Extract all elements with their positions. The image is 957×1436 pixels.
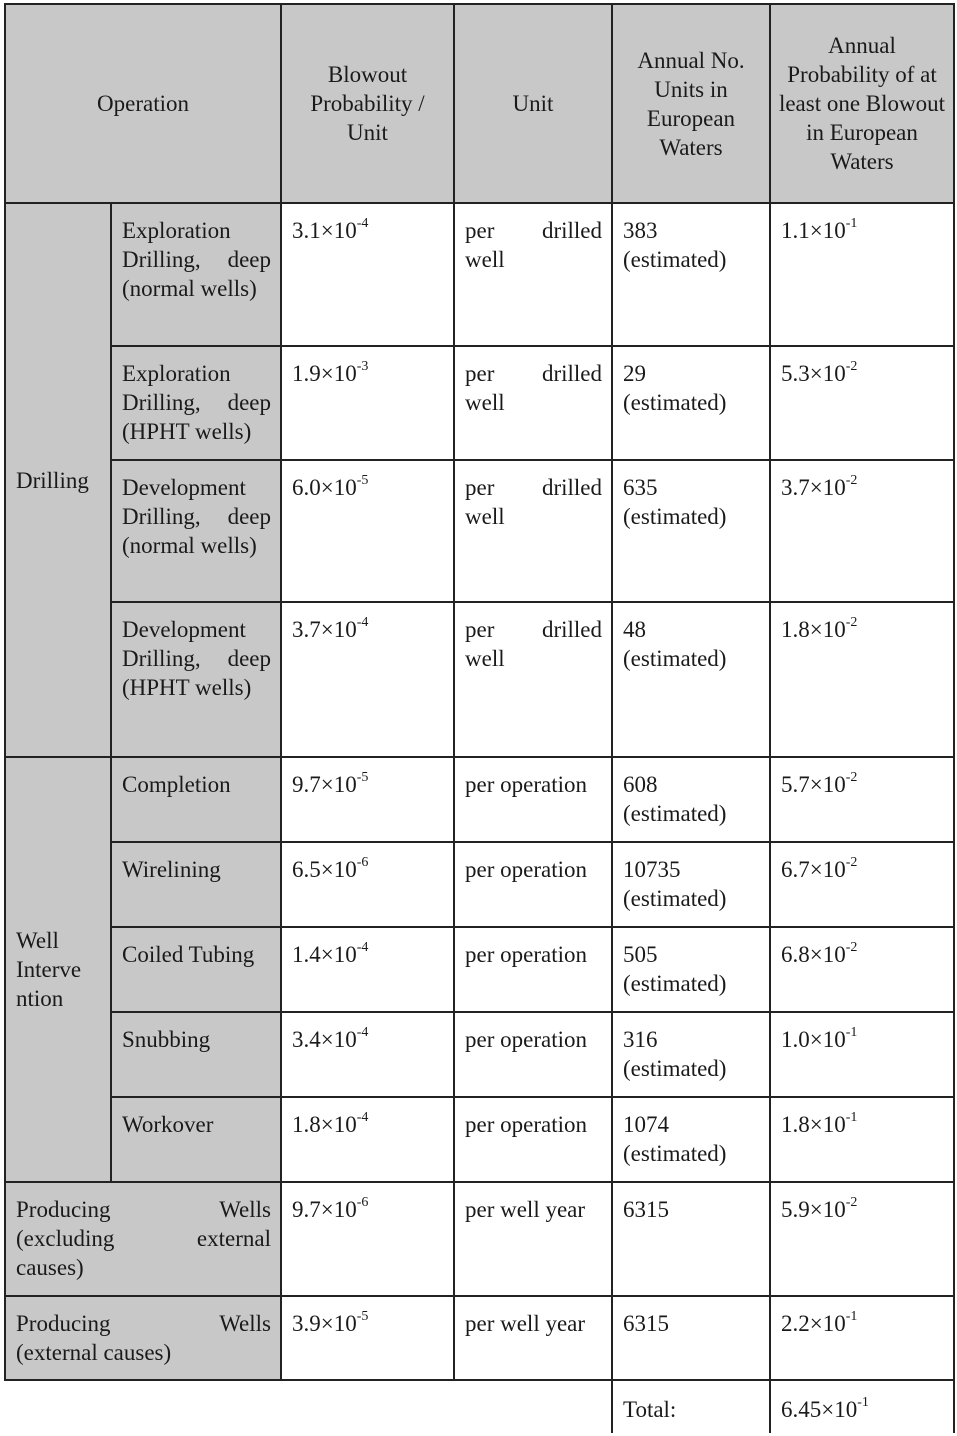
unit-cell: per drilled well bbox=[454, 602, 612, 757]
total-row bbox=[5, 1380, 954, 1433]
operation-cell: Coiled Tubing bbox=[111, 927, 281, 1012]
blowout-probability-table bbox=[4, 3, 955, 1433]
unit-cell: per operation bbox=[454, 842, 612, 927]
table-row bbox=[5, 842, 954, 927]
annual-probability-cell: $5.9\times 10^{-2}$ bbox=[770, 1182, 954, 1296]
annual-probability-cell: $6.8\times 10^{-2}$ bbox=[770, 927, 954, 1012]
unit-cell: per drilled well bbox=[454, 460, 612, 602]
probability-cell: $9.7\times 10^{-6}$ bbox=[281, 1182, 454, 1296]
total-spacer bbox=[5, 1380, 612, 1433]
unit-cell: per well year bbox=[454, 1296, 612, 1380]
operation-cell: Producing Wells (external causes) bbox=[5, 1296, 281, 1380]
table-row bbox=[5, 203, 954, 346]
count-cell: 383 (estimated) bbox=[612, 203, 770, 346]
operation-cell: Workover bbox=[111, 1097, 281, 1182]
annual-probability-cell: $5.7\times 10^{-2}$ bbox=[770, 757, 954, 842]
header-annual-units: Annual No. Units in European Waters bbox=[612, 4, 770, 203]
table-row bbox=[5, 927, 954, 1012]
probability-cell: $9.7\times 10^{-5}$ bbox=[281, 757, 454, 842]
table-row bbox=[5, 1296, 954, 1380]
group-well-intervention: Well Interve ntion bbox=[5, 757, 111, 1182]
operation-cell: Exploration Drilling, deep (HPHT wells) bbox=[111, 346, 281, 460]
probability-cell: $3.4\times 10^{-4}$ bbox=[281, 1012, 454, 1097]
header-annual-probability: Annual Probability of at least one Blowout in European Waters bbox=[770, 4, 954, 203]
count-cell: 505 (estimated) bbox=[612, 927, 770, 1012]
annual-probability-cell: $2.2\times 10^{-1}$ bbox=[770, 1296, 954, 1380]
unit-cell: per operation bbox=[454, 757, 612, 842]
count-cell: 29 (estimated) bbox=[612, 346, 770, 460]
unit-cell: per operation bbox=[454, 1012, 612, 1097]
count-cell: 6315 bbox=[612, 1296, 770, 1380]
unit-cell: per drilled well bbox=[454, 346, 612, 460]
total-value-cell: $6.45\times 10^{-1}$ bbox=[770, 1380, 954, 1433]
annual-probability-cell: $1.1\times 10^{-1}$ bbox=[770, 203, 954, 346]
count-cell: 316 (estimated) bbox=[612, 1012, 770, 1097]
count-cell: 6315 bbox=[612, 1182, 770, 1296]
count-cell: 635 (estimated) bbox=[612, 460, 770, 602]
count-cell: 608 (estimated) bbox=[612, 757, 770, 842]
table-row bbox=[5, 1097, 954, 1182]
group-drilling: Drilling bbox=[5, 203, 111, 757]
header-unit: Unit bbox=[454, 4, 612, 203]
annual-probability-cell: $6.7\times 10^{-2}$ bbox=[770, 842, 954, 927]
annual-probability-cell: $1.8\times 10^{-2}$ bbox=[770, 602, 954, 757]
operation-cell: Development Drilling, deep (HPHT wells) bbox=[111, 602, 281, 757]
table-row bbox=[5, 1182, 954, 1296]
probability-cell: $1.8\times 10^{-4}$ bbox=[281, 1097, 454, 1182]
header-operation: Operation bbox=[5, 4, 281, 203]
header-blowout-probability: Blowout Probability / Unit bbox=[281, 4, 454, 203]
probability-cell: $3.9\times 10^{-5}$ bbox=[281, 1296, 454, 1380]
operation-cell: Wirelining bbox=[111, 842, 281, 927]
operation-cell: Exploration Drilling, deep (normal wells) bbox=[111, 203, 281, 346]
table-row bbox=[5, 460, 954, 602]
annual-probability-cell: $1.0\times 10^{-1}$ bbox=[770, 1012, 954, 1097]
table-row bbox=[5, 602, 954, 757]
unit-cell: per drilled well bbox=[454, 203, 612, 346]
probability-cell: $3.1\times 10^{-4}$ bbox=[281, 203, 454, 346]
probability-cell: $6.0\times 10^{-5}$ bbox=[281, 460, 454, 602]
annual-probability-cell: $5.3\times 10^{-2}$ bbox=[770, 346, 954, 460]
unit-cell: per well year bbox=[454, 1182, 612, 1296]
probability-cell: $1.9\times 10^{-3}$ bbox=[281, 346, 454, 460]
unit-cell: per operation bbox=[454, 927, 612, 1012]
annual-probability-cell: $1.8\times 10^{-1}$ bbox=[770, 1097, 954, 1182]
header-row bbox=[5, 4, 954, 203]
table-row bbox=[5, 346, 954, 460]
count-cell: 10735 (estimated) bbox=[612, 842, 770, 927]
probability-cell: $6.5\times 10^{-6}$ bbox=[281, 842, 454, 927]
operation-cell: Development Drilling, deep (normal wells) bbox=[111, 460, 281, 602]
operation-cell: Completion bbox=[111, 757, 281, 842]
probability-cell: $3.7\times 10^{-4}$ bbox=[281, 602, 454, 757]
unit-cell: per operation bbox=[454, 1097, 612, 1182]
total-label-cell: Total: bbox=[612, 1380, 770, 1433]
table-row bbox=[5, 757, 954, 842]
count-cell: 48 (estimated) bbox=[612, 602, 770, 757]
count-cell: 1074 (estimated) bbox=[612, 1097, 770, 1182]
table-row bbox=[5, 1012, 954, 1097]
operation-cell: Producing Wells (excluding external causes) bbox=[5, 1182, 281, 1296]
annual-probability-cell: $3.7\times 10^{-2}$ bbox=[770, 460, 954, 602]
probability-cell: $1.4\times 10^{-4}$ bbox=[281, 927, 454, 1012]
operation-cell: Snubbing bbox=[111, 1012, 281, 1097]
